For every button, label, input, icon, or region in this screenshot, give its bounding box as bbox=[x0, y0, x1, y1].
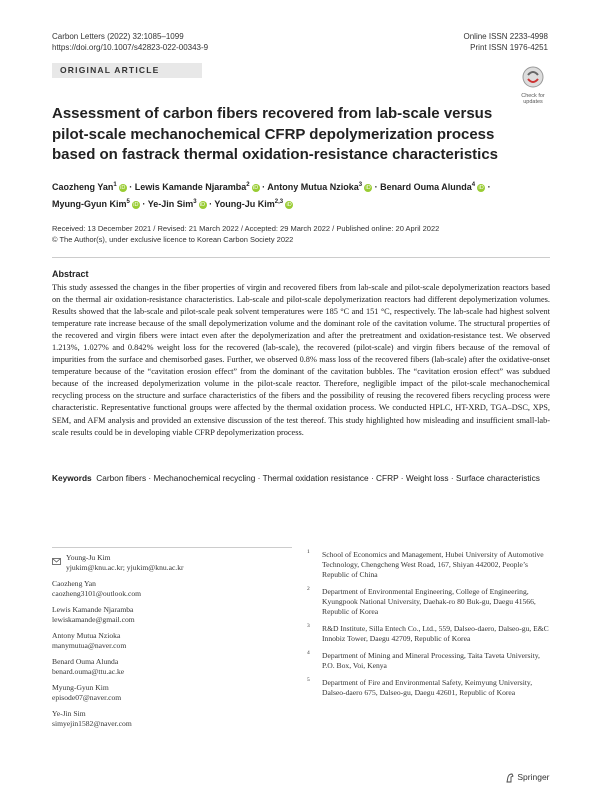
contact-entry bbox=[52, 631, 292, 651]
author-separator: · bbox=[206, 199, 215, 209]
author-name[interactable]: Caozheng Yan bbox=[52, 182, 114, 192]
contact-entry bbox=[52, 683, 292, 703]
author-separator: · bbox=[126, 182, 135, 192]
abstract-heading: Abstract bbox=[52, 269, 89, 279]
check-updates-label-2: updates bbox=[523, 99, 543, 105]
affiliation-entry bbox=[307, 624, 550, 644]
orcid-icon[interactable]: iD bbox=[133, 201, 139, 208]
contact-name: Myung-Gyun Kim bbox=[52, 683, 109, 692]
affiliation-entry bbox=[307, 678, 550, 698]
contact-email[interactable]: caozheng3101@outlook.com bbox=[52, 589, 142, 598]
author-separator: · bbox=[139, 199, 148, 209]
contact-name: Ye-Jin Sim bbox=[52, 709, 86, 718]
contact-email[interactable]: lewiskamande@gmail.com bbox=[52, 615, 135, 624]
orcid-icon[interactable]: iD bbox=[478, 184, 484, 191]
contact-entry bbox=[52, 657, 292, 677]
affiliation-text: Department of Mining and Mineral Processing, Taita Taveta University, P.O. Box, Voi, Kenya bbox=[322, 651, 540, 670]
abstract-text: This study assessed the changes in the fiber properties of virgin and recovered fibers from lab-scale and pilot-scale depolymerization reactors based on the thermal air oxidation-resistance characteristics. Lab-scale and pilot-scale depolymerization reactors had different depolymerization volumes. Results showed that the lab-scale and pilot-scale peak solvent temperatures were 185 °C and 151 °C, respectively. The lab-scale had highest solvent temperature rate increase because of the small depolymerization volume and the dominant role of the cavitation volume. The structural properties of the recovered and virgin fibers were intact even after the depolymerization and after the pretreatment and oxidation-resistance test. We observed 1.213%, 1.027% and 0.842% weight loss for the recovered (lab-scale), the recovered (pilot-scale) and virgin fibers because of the removal of impurities from the surface and chemisorbed gases. Further, we observed 0.8% mass loss of the recovered fibers (lab-scale) after the oxidative-onset temperature because of the “cavitation erosion effect” from the dominant of the cavitation bubbles. The “cavitation erosion effect” was subdued because of the increased depolymerization volume in the pilot-scale reactor. Therefore, negligible impact of the pilot-scale mechanochemical recycling process on the structure and surface characteristics of the fibers and the possibility of reusing the recovered fibers recycling process were characteristic. Representative functional groups were affected by the thermal oxidation process. We conducted HPLC, HT-XRD, TGA–DSC, XPS, SEM, and AFM analysis and provided an extensive discussion of the test thereof. This study highlighted how misleading and insufficient small-lab-scale results could be in developing viable CFRP depolymerization process. bbox=[52, 283, 550, 437]
contact-entry bbox=[52, 579, 292, 599]
corresponding-contacts bbox=[52, 553, 292, 735]
keywords-label: Keywords bbox=[52, 473, 92, 483]
article-title: Assessment of carbon fibers recovered from lab-scale versus pilot-scale mechanochemical CFRP depolymerization process based on fastrack thermal oxidation-resistance characteristics bbox=[52, 105, 499, 163]
affiliation-text: Department of Fire and Environmental Safety, Keimyung University, Dalseo-daero 675, Dalseo-gu, Daegu 42601, Republic of Korea bbox=[322, 678, 533, 697]
author-affiliation-number: 2,3 bbox=[274, 199, 284, 205]
contact-entry bbox=[52, 709, 292, 729]
affiliation-entry bbox=[307, 550, 550, 580]
author-affiliation-number: 3 bbox=[193, 199, 197, 205]
author-name[interactable]: Myung-Gyun Kim bbox=[52, 199, 127, 209]
keywords-section bbox=[52, 472, 550, 485]
online-issn: Online ISSN 2233-4998 bbox=[463, 32, 548, 41]
author-affiliation-number: 4 bbox=[471, 182, 476, 188]
contact-name: Caozheng Yan bbox=[52, 579, 96, 588]
divider bbox=[52, 257, 550, 258]
publisher-name: Springer bbox=[517, 772, 550, 782]
history-dates: Received: 13 December 2021 / Revised: 21 March 2022 / Accepted: 29 March 2022 / Published online: 20 April 2022 bbox=[52, 224, 440, 233]
author-name[interactable]: Young-Ju Kim bbox=[214, 199, 275, 209]
publication-dates bbox=[52, 223, 552, 245]
orcid-icon[interactable]: iD bbox=[365, 184, 371, 191]
affiliation-entry bbox=[307, 651, 550, 671]
check-updates-label-1: Check for bbox=[521, 93, 545, 99]
author-separator: · bbox=[372, 182, 381, 192]
journal-citation: Carbon Letters (2022) 32:1085–1099 bbox=[52, 32, 184, 41]
contact-email[interactable]: manymutua@naver.com bbox=[52, 641, 127, 650]
affiliation-number: 5 bbox=[307, 677, 310, 683]
author-separator: · bbox=[259, 182, 268, 192]
affiliation-number: 2 bbox=[307, 586, 310, 592]
contact-name: Young-Ju Kim bbox=[66, 553, 111, 562]
author-affiliation-number: 1 bbox=[113, 182, 117, 188]
contact-name: Antony Mutua Nzioka bbox=[52, 631, 121, 640]
contact-email[interactable]: yjukim@knu.ac.kr; yjukim@knu.ac.kr bbox=[66, 563, 184, 572]
affiliation-number: 3 bbox=[307, 623, 310, 629]
author-name[interactable]: Ye-Jin Sim bbox=[147, 199, 194, 209]
affiliations bbox=[307, 550, 550, 705]
springer-horse-icon bbox=[505, 773, 515, 783]
author-list bbox=[52, 178, 552, 212]
affiliation-entry bbox=[307, 587, 550, 617]
contact-email[interactable]: episode07@naver.com bbox=[52, 693, 122, 702]
affiliation-text: R&D Institute, Silla Entech Co., Ltd., 559, Dalseo-daero, Dalseo-gu, E&C Innobiz Tower, Daegu 42709, Republic of Korea bbox=[322, 624, 549, 643]
affiliation-number: 1 bbox=[307, 549, 310, 555]
orcid-icon[interactable]: iD bbox=[252, 184, 259, 191]
keywords-list: Carbon fibers · Mechanochemical recycling · Thermal oxidation resistance · CFRP · Weight loss · Surface characteristics bbox=[96, 473, 540, 483]
contact-name: Benard Ouma Alunda bbox=[52, 657, 119, 666]
contact-name: Lewis Kamande Njaramba bbox=[52, 605, 134, 614]
contact-entry bbox=[52, 605, 292, 625]
check-updates-button[interactable] bbox=[517, 66, 549, 105]
author-name[interactable]: Benard Ouma Alunda bbox=[380, 182, 472, 192]
footnote-divider bbox=[52, 547, 292, 548]
article-type-badge: ORIGINAL ARTICLE bbox=[52, 63, 202, 78]
author-affiliation-number: 3 bbox=[358, 182, 363, 188]
doi-link[interactable]: https://doi.org/10.1007/s42823-022-00343-9 bbox=[52, 43, 209, 52]
author-name[interactable]: Lewis Kamande Njaramba bbox=[134, 182, 247, 192]
author-name[interactable]: Antony Mutua Nzioka bbox=[267, 182, 359, 192]
check-updates-icon bbox=[522, 66, 544, 88]
author-separator: · bbox=[485, 182, 491, 192]
affiliation-text: School of Economics and Management, Hubei University of Automotive Technology, Chengcheng West Road, 167, Shiyan 442002, People’s Republic of China bbox=[322, 550, 544, 579]
affiliation-text: Department of Environmental Engineering, College of Engineering, Kyungpook National University, Daehak-ro 80 Buk-gu, Daegu 41566, Republic of Korea bbox=[322, 587, 536, 616]
orcid-icon[interactable]: iD bbox=[286, 201, 292, 208]
author-affiliation-number: 2 bbox=[246, 182, 250, 188]
orcid-icon[interactable]: iD bbox=[199, 201, 206, 208]
author-affiliation-number: 5 bbox=[126, 199, 130, 205]
publisher-logo bbox=[505, 772, 550, 783]
print-issn: Print ISSN 1976-4251 bbox=[470, 43, 548, 52]
copyright-notice: © The Author(s), under exclusive licence to Korean Carbon Society 2022 bbox=[52, 235, 294, 244]
contact-entry bbox=[52, 553, 292, 573]
affiliation-number: 4 bbox=[307, 650, 310, 656]
contact-email[interactable]: simyejin1582@naver.com bbox=[52, 719, 132, 728]
contact-email[interactable]: benard.ouma@ttu.ac.ke bbox=[52, 667, 125, 676]
orcid-icon[interactable]: iD bbox=[120, 184, 126, 191]
